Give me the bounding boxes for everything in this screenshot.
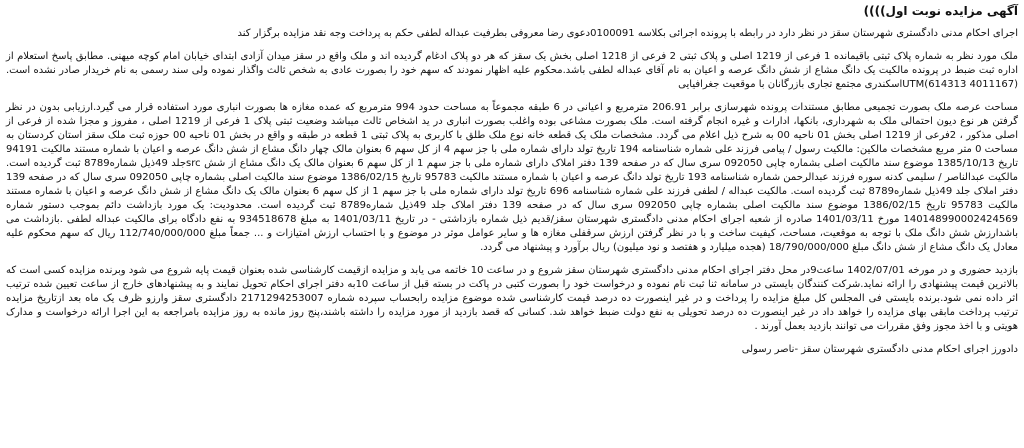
property-location-paragraph: ملک مورد نظر به شماره پلاک ثبتی باقیمانده 1 فرعی از 1219 اصلی و پلاک ثبتی 2 فرعی از 1218 اصلی بخش یک سقز که هر دو پلاک ادغام گردیده اند و ملک واقع در سقز میدان آزادی ابتدای خیابان امام کوچه میهنی. مطابق پاسخ استعلام از اداره ثبت ضبط در پرونده مالکیت یک دانگ مشاع از شش دانگ عرصه و اعیان به نام آقای عبداله لطفی باشد.محکوم علیه اظهار نمودند که سهم خود را بصورت عادی به شخص ثالث واگذار نموده ولی سند رسمی به نام خریدار صادر نشده است. (UTM(614313 4011167اسکندری مجتمع تجاری بازرگانان با موقعیت جغرافیایی (6, 51, 1018, 90)
property-details-paragraph: مساحت عرصه ملک بصورت تجمیعی مطابق مستندات پرونده شهرسازی برابر 206.91 مترمربع و اعیانی در 6 طبقه مجموعاً به مساحت حدود 994 مترمربع که عمده مغازه ها بصورت انباری مورد استفاده قرار می گیرد.ارزیابی بدون در نظر گرفتن هر نوع دیون احتمالی ملک به شهرداری، بانکها، ادارات و غیره انجام گرفته است. ملک بصورت مشاعی بوده واغلب بصورت انباری در ید اشخاص ثالث میباشد وضعیت ثبتی پلاک 1 فرعی از 1219 اصلی ، مفروز و مجزا شده از فرعی از اصلی مذکور ، 2فرعی از 1219 اصلی بخش 01 ناحیه 00 به شرح ذیل اعلام می گردد. مشخصات ملک یک قطعه خانه نوع ملک طلق با کاربری به پلاک ثبتی 1 قطعه در طبقه و واقع در بخش 01 ناحیه 00 حوزه ثبت ملک سقز استان کردستان به مساحت 0 متر مربع مشخصات مالکین: مالکیت رسول / پیامی فرزند علی شماره شناسنامه 194 تاریخ تولد دارای شماره ملی با جز سهم 4 از کل سهم 6 بعنوان مالک چهار دانگ مشاع از شش دانگ عرصه و اعیان با شماره مستند مالکیت 94191 تاریخ 1385/10/13 موضوع سند مالکیت اصلی بشماره چاپی 092050 سری سال که در صفحه 139 دفتر املاک دارای شماره ملی با جز سهم 1 از کل سهم 6 بعنوان مالک یک دانگ مشاع از شش srcجلد 49ذیل شماره8789 ثبت گردیده است. مالکیت عبدالناصر / سلیمی کدنه سوره فرزند عبدالرحمن شماره شناسنامه 193 تاریخ تولد دانگ عرصه و اعیان با شماره مستند مالکیت 95783 تاریخ 1386/02/15 موضوع سند مالکیت اصلی بشماره چاپی 092050 سری سال که در صفحه 139 دفتر املاک جلد 49ذیل شماره8789 ثبت گردیده است. مالکیت عبداله / لطفی فرزند علی شماره شناسنامه 696 تاریخ تولد دارای شماره ملی با جز سهم 1 از کل سهم 6 بعنوان مالک یک دانگ مشاع از شش دانگ عرصه و اعیان با شماره مستند مالکیت 95783 تاریخ 1386/02/15 موضوع سند مالکیت اصلی بشماره چاپی 092050 سری سال که در صفحه 139 دفتر املاک جلد 49ذیل شماره8789 ثبت گردیده است. محدودیت: یک مورد بازداشت دائم بموجب دستور شماره 140148990002424569 مورخ 1401/03/11 صادره از شعبه اجرای احکام مدنی دادگستری شهرستان سقز/قدیم ذیل شماره بازداشتی - در تاریخ 1401/03/11 به مبلغ 934518678 به نفع دادگاه برای مالکیت عبداله لطفی .بازداشت می باشدارزش شش دانگ ملک با توجه به موقعیت، مساحت، کیفیت ساخت و با در نظر گرفتن ارزش سرقفلی مغازه ها و سایر عوامل موثر در موضوع و با احتساب ارزش امتیازات و ... جمعاً مبلغ 112/740/000/000 ریال که سهم محکوم علیه معادل یک دانگ مشاع از شش دانگ مبلغ 18/790/000/000 (هجده میلیارد و هفتصد و نود میلیون) ریال برآورد و پیشنهاد می گردد. (6, 102, 1019, 253)
notice-intro-paragraph: اجرای احکام مدنی دادگستری شهرستان سقز در نظر دارد در رابطه با پرونده اجرائی بکلاسه 0100091دعوی رضا معروفی بطرفیت عبداله لطفی حکم به پرداخت وجه نقد مزایده برگزار کند (237, 28, 1018, 39)
notice-title: آگهی مزایده نوبت اول)))) (863, 4, 1018, 18)
auction-terms-paragraph: بازدید حضوری و در مورخه 1402/07/01 ساعت9در محل دفتر اجرای احکام مدنی دادگستری شهرستان سقز شروع و در ساعت 10 خاتمه می یابد و مزایده ازقیمت کارشناسی شده بعنوان قیمت پایه شروع می شود وبرنده مزایده کسی است که بالاترین قیمت پیشنهادی را ارائه نماید.شرکت کنندگان بایستی در سامانه ثنا ثبت نام نموده و درخواست خود را بصورت کتبی در پاکت در بسته قبل از ساعت 10به دفتر اجرای احکام تحویل نمایند و به پیشنهادهای خارج از ساعت تعیین شده ترتیب اثر داده نمی شود.برنده بایستی فی المجلس کل مبلغ مزایده را پرداخت و در غیر اینصورت ده درصد قیمت کارشناسی شده موضوع مزایده رابحساب سپرده شماره 2171294253007 دادگستری سقز وارزو ظرف یک ماه بعد ازتاریخ مزایده ترتیب پرداخت مابقی بهای مزایده را خواهد داد در غیر اینصورت ده درصد تحویلی به نفع دولت ضبط خواهد شد. کسانی که قصد بازدید از مورد مزایده را داشته باشند،پنج روز مانده به روز مزایده بامراجعه به این اجرا ارائه درخواست و مدارک هویتی و با اخذ مجوز وفق مقررات می توانند بازدید بعمل آورند . (6, 265, 1018, 332)
notice-signature: دادورز اجرای احکام مدنی دادگستری شهرستان سقز -ناصر رسولی (741, 344, 1018, 355)
